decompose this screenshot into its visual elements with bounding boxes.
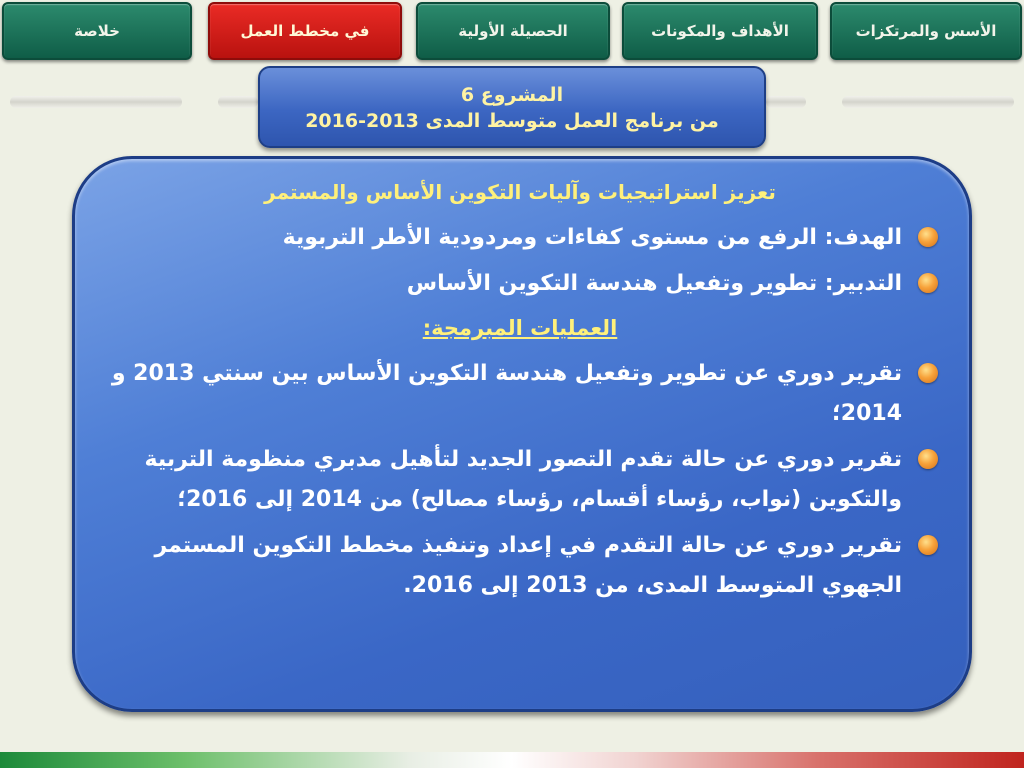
bottom-flag-strip <box>0 752 1024 768</box>
tab-action-plan[interactable]: في مخطط العمل <box>208 2 402 60</box>
orange-bullet-icon <box>918 227 938 247</box>
decorative-bar <box>218 96 258 108</box>
operation-text: تقرير دوري عن تطوير وتفعيل هندسة التكوين الأساس بين سنتي 2013 و 2014؛ <box>111 361 902 426</box>
tab-summary[interactable]: خلاصة <box>2 2 192 60</box>
orange-bullet-icon <box>918 273 938 293</box>
decorative-bar <box>766 96 806 108</box>
operation-item <box>100 354 940 434</box>
operation-text: تقرير دوري عن حالة تقدم التصور الجديد لتأهيل مدبري منظومة التربية والتكوين (نواب، رؤساء أقسام، رؤساء مصالح) من 2014 إلى 2016؛ <box>144 447 902 512</box>
project-header <box>258 66 766 148</box>
top-navigation <box>2 2 1022 64</box>
goal-text: الهدف: الرفع من مستوى كفاءات ومردودية الأطر التربوية <box>282 225 902 250</box>
operation-item <box>100 526 940 606</box>
decorative-bar-right <box>842 96 1014 108</box>
measure-item <box>100 264 940 304</box>
tab-initial-results[interactable]: الحصيلة الأولية <box>416 2 610 60</box>
orange-bullet-icon <box>918 363 938 383</box>
orange-bullet-icon <box>918 535 938 555</box>
tab-goals-components[interactable]: الأهداف والمكونات <box>622 2 818 60</box>
operation-item <box>100 440 940 520</box>
operations-heading: العمليات المبرمجة: <box>422 316 618 340</box>
measure-text: التدبير: تطوير وتفعيل هندسة التكوين الأساس <box>406 271 902 296</box>
panel-title: تعزيز استراتيجيات وآليات التكوين الأساس والمستمر <box>264 180 776 204</box>
decorative-bar-left <box>10 96 182 108</box>
project-number: المشروع 6 <box>460 84 564 106</box>
tab-foundations[interactable]: الأسس والمرتكزات <box>830 2 1022 60</box>
panel-content <box>100 180 940 612</box>
program-title: من برنامج العمل متوسط المدى 2013-2016 <box>305 110 719 132</box>
goal-item <box>100 218 940 258</box>
operation-text: تقرير دوري عن حالة التقدم في إعداد وتنفيذ مخطط التكوين المستمر الجهوي المتوسط المدى، من 2013 إلى 2016. <box>154 533 902 598</box>
orange-bullet-icon <box>918 449 938 469</box>
